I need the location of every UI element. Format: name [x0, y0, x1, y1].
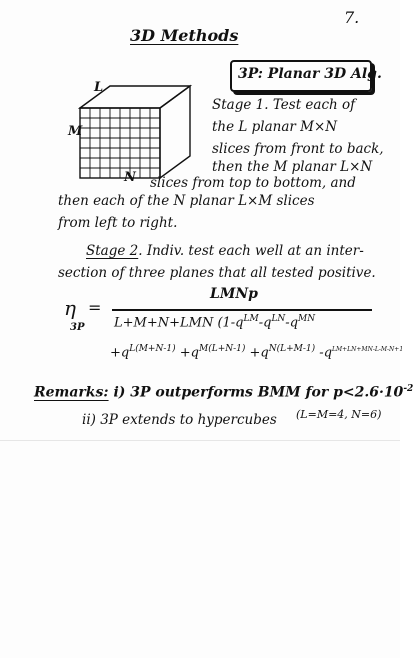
- cube-label-l: L: [94, 80, 104, 95]
- den-line1-main: L+M+N+LMN (1-q: [114, 315, 244, 331]
- cube-label-n: N: [124, 170, 136, 185]
- remark-item1-exp: -2: [403, 384, 413, 394]
- stage1-line2: the L planar M×N: [212, 119, 338, 135]
- den-line1-mid: -q: [258, 315, 272, 331]
- remark-item1: i) 3P outperforms BMM for p<2.6·10: [113, 384, 404, 401]
- remark-item2: ii) 3P extends to hypercubes: [82, 412, 277, 428]
- stage1-block: [212, 94, 384, 160]
- stage2-text1: . Indiv. test each well at an inter-: [138, 243, 364, 259]
- formula-lhs-sub: 3P: [70, 322, 85, 333]
- stage2-line2: section of three planes that all tested positive.: [58, 265, 376, 281]
- formula-numerator: LMNp: [210, 286, 258, 302]
- stage2-line1: [86, 240, 364, 262]
- fraction-bar: [112, 309, 372, 311]
- den-line2-t2: +q: [179, 345, 199, 361]
- cube-label-m: M: [68, 124, 83, 139]
- stage1-line1: Stage 1. Test each of: [212, 97, 356, 113]
- den-line1-mid2: -q: [285, 315, 299, 331]
- den-exp-ln: LN: [271, 314, 286, 324]
- boxed-algorithm-label: [230, 60, 382, 92]
- den-exp-l-term: L(M+N-1): [129, 344, 176, 354]
- den-exp-n-term: N(L+M-1): [268, 344, 316, 354]
- denominator-line2: [110, 344, 403, 360]
- page-divider: [0, 440, 400, 441]
- den-line2-t4: -q: [319, 345, 333, 361]
- den-exp-m-term: M(L+N-1): [198, 344, 246, 354]
- remark-note: (L=M=4, N=6): [296, 408, 382, 421]
- den-line2-lead: +q: [110, 345, 130, 361]
- den-exp-mn: MN: [298, 314, 316, 324]
- page-title: 3D Methods: [130, 26, 239, 45]
- stage1-line4: then the M planar L×N: [212, 159, 373, 175]
- den-exp-final: LM+LN+MN-L-M-N+1: [332, 346, 404, 353]
- boxed-algorithm-text: 3P: Planar 3D Alg.: [238, 66, 382, 82]
- stage2-label: Stage 2: [86, 243, 139, 259]
- formula-lhs: η: [64, 296, 76, 320]
- remarks-label: Remarks:: [34, 384, 109, 401]
- stage1-line3: slices from front to back,: [212, 141, 384, 157]
- page-number: 7.: [344, 8, 360, 27]
- stage1-line6: then each of the N planar L×M slices: [58, 193, 315, 209]
- den-exp-lm: LM: [243, 314, 259, 324]
- formula-equals: =: [88, 298, 102, 317]
- den-line2-t3: +q: [249, 345, 269, 361]
- stage1-line7: from left to right.: [58, 215, 178, 231]
- stage1-line5: slices from top to bottom, and: [150, 175, 356, 191]
- remarks-line1: [34, 384, 413, 401]
- denominator-line1: [114, 314, 315, 330]
